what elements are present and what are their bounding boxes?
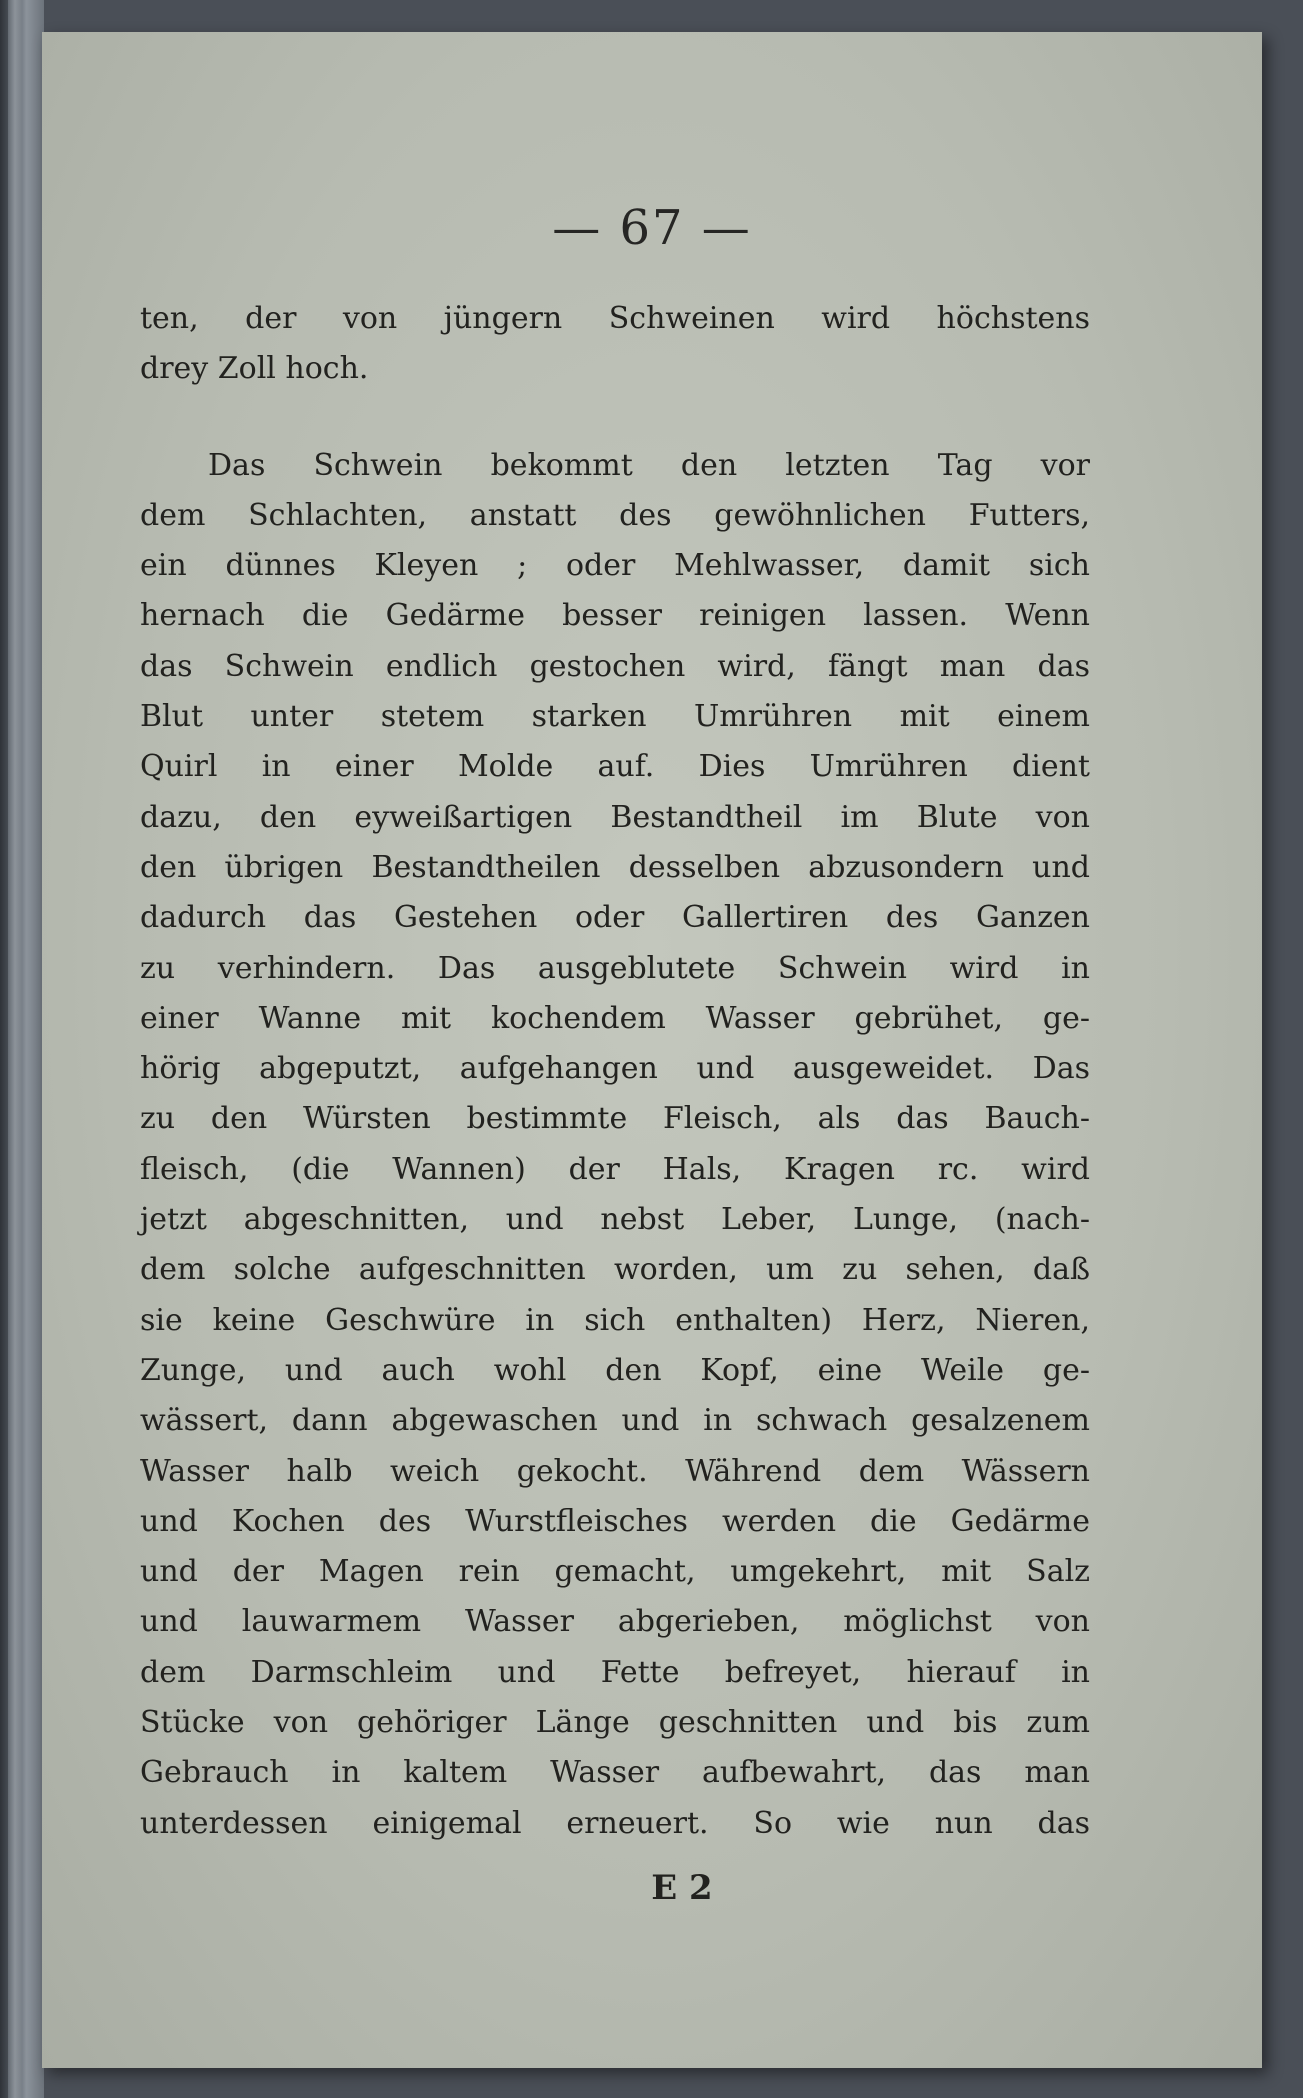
text-line: Stücke von gehöriger Länge geschnitten und bis zum [140,1705,1090,1741]
page-number: — 67 — [552,200,752,256]
text-line: sie keine Geschwüre in sich enthalten) Herz, Nieren, [140,1302,1090,1338]
text-line: und lauwarmem Wasser abgerieben, möglichst von [140,1604,1090,1640]
text-line: einer Wanne mit kochendem Wasser gebrühet, ge- [140,1000,1090,1036]
book-spine [0,0,44,2098]
text-line: und der Magen rein gemacht, umgekehrt, mit Salz [140,1554,1090,1590]
text-line: das Schwein endlich gestochen wird, fängt man das [140,648,1090,684]
body-text [140,294,1090,1849]
text-line: hernach die Gedärme besser reinigen lassen. Wenn [140,598,1090,634]
text-line: Quirl in einer Molde auf. Dies Umrühren dient [140,749,1090,785]
text-line: dem solche aufgeschnitten worden, um zu sehen, daß [140,1252,1090,1288]
text-line: Das Schwein bekommt den letzten Tag vor [208,447,1090,483]
text-line: dazu, den eyweißartigen Bestandtheil im Blute von [140,799,1090,835]
text-line: drey Zoll hoch. [140,351,369,387]
spine-highlight [8,0,22,2098]
text-line: unterdessen einigemal erneuert. So wie nun das [140,1805,1090,1841]
paragraph-gap [140,395,1090,441]
text-line: zu den Würsten bestimmte Fleisch, als das Bauch- [140,1101,1090,1137]
text-line: zu verhindern. Das ausgeblutete Schwein wird in [140,950,1090,986]
text-line: Zunge, und auch wohl den Kopf, eine Weile ge- [140,1352,1090,1388]
text-line: Blut unter stetem starken Umrühren mit einem [140,699,1090,735]
text-line: wässert, dann abgewaschen und in schwach gesalzenem [140,1403,1090,1439]
text-line: Wasser halb weich gekocht. Während dem Wässern [140,1453,1090,1489]
text-line: den übrigen Bestandtheilen desselben abzusondern und [140,849,1090,885]
text-line: hörig abgeputzt, aufgehangen und ausgeweidet. Das [140,1051,1090,1087]
text-line: ein dünnes Kleyen ; oder Mehlwasser, damit sich [140,548,1090,584]
text-line: dem Darmschleim und Fette befreyet, hierauf in [140,1654,1090,1690]
text-line: und Kochen des Wurstfleisches werden die Gedärme [140,1503,1090,1539]
book-page [42,32,1262,2068]
text-line: ten, der von jüngern Schweinen wird höchstens [140,301,1090,336]
text-line: Gebrauch in kaltem Wasser aufbewahrt, das man [140,1755,1090,1791]
text-line: dem Schlachten, anstatt des gewöhnlichen Futters, [140,497,1090,533]
text-line: dadurch das Gestehen oder Gallertiren des Ganzen [140,900,1090,936]
signature-mark: E 2 [651,1868,713,1908]
text-line: jetzt abgeschnitten, und nebst Leber, Lunge, (nach- [140,1202,1090,1238]
text-line: fleisch, (die Wannen) der Hals, Kragen rc. wird [140,1151,1090,1187]
